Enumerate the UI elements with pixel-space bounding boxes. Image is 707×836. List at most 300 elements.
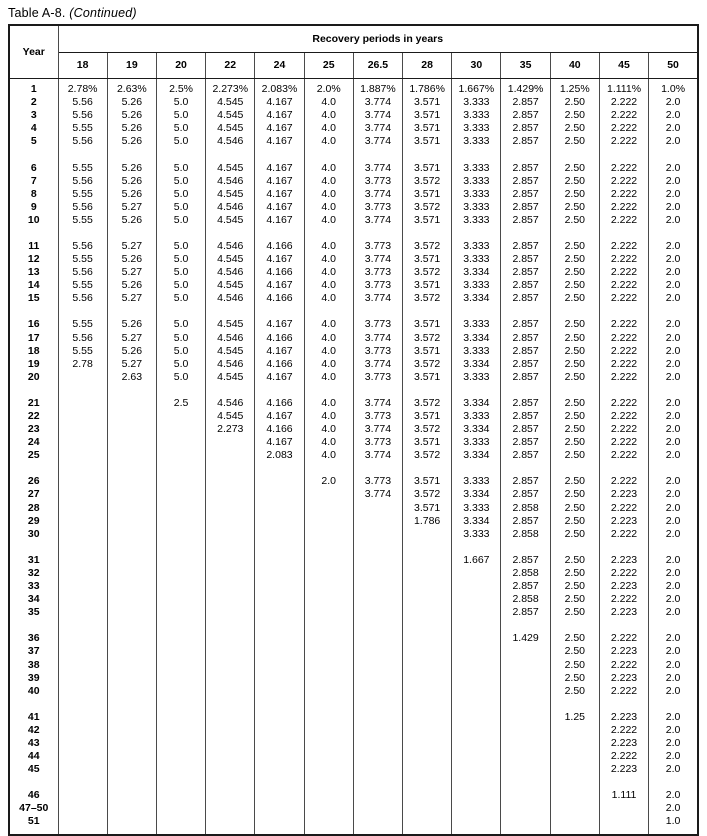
table-row-year-44: [9, 750, 698, 763]
value-cell: [107, 410, 156, 423]
table-row-year-25: [9, 449, 698, 462]
table-row-year-5: [9, 135, 698, 148]
value-cell: 3.773: [353, 279, 402, 292]
table-row-year-13: [9, 266, 698, 279]
table-row-year-30: [9, 528, 698, 541]
value-cell: [107, 436, 156, 449]
value-cell: [304, 685, 353, 698]
spacer-cell: [599, 148, 648, 157]
spacer-cell: [353, 462, 402, 471]
spacer-cell: [501, 541, 550, 550]
value-cell: 2.222: [599, 593, 648, 606]
value-cell: [353, 528, 402, 541]
value-cell: 3.774: [353, 122, 402, 135]
value-cell: 3.571: [403, 109, 452, 122]
value-cell: 2.0: [649, 253, 698, 266]
value-cell: 2.857: [501, 515, 550, 528]
spacer-cell: [58, 698, 107, 707]
value-cell: 5.0: [156, 109, 205, 122]
value-cell: 4.0: [304, 157, 353, 174]
value-cell: 2.858: [501, 528, 550, 541]
value-cell: 3.572: [403, 175, 452, 188]
value-cell: 3.571: [403, 122, 452, 135]
spacer-cell: [550, 462, 599, 471]
spacer-cell: [452, 541, 501, 550]
value-cell: 5.27: [107, 332, 156, 345]
value-cell: 2.5: [156, 393, 205, 410]
value-cell: 3.774: [353, 393, 402, 410]
year-cell: 51: [27, 815, 40, 828]
value-cell: [107, 815, 156, 828]
year-cell: 20: [27, 370, 40, 383]
group-spacer: [9, 227, 698, 236]
value-cell: [58, 502, 107, 515]
value-cell: 5.55: [58, 253, 107, 266]
value-cell: 2.50: [550, 188, 599, 201]
value-cell: [58, 737, 107, 750]
value-cell: 2.0: [649, 528, 698, 541]
value-cell: 5.26: [107, 96, 156, 109]
value-cell: 2.222: [599, 292, 648, 305]
value-cell: 4.0: [304, 410, 353, 423]
table-row-year-19: [9, 358, 698, 371]
value-cell: 3.572: [403, 488, 452, 501]
spacer-cell: [304, 305, 353, 314]
value-cell: [58, 371, 107, 384]
value-cell: 3.774: [353, 332, 402, 345]
table-row-year-15: [9, 292, 698, 305]
value-cell: 4.545: [206, 345, 255, 358]
spacer-cell: [9, 541, 58, 550]
table-row-year-17: [9, 332, 698, 345]
value-cell: 2.50: [550, 436, 599, 449]
value-cell: [107, 763, 156, 776]
value-cell: 4.167: [255, 314, 304, 331]
value-cell: 5.26: [107, 175, 156, 188]
value-cell: [304, 580, 353, 593]
value-cell: [206, 580, 255, 593]
value-cell: [353, 550, 402, 567]
value-cell: [501, 763, 550, 776]
value-cell: 2.857: [501, 175, 550, 188]
table-row-year-51: [9, 815, 698, 828]
recovery-period-header-28: 28: [403, 53, 452, 79]
table-row-year-39: [9, 672, 698, 685]
value-cell: 2.223: [599, 488, 648, 501]
value-cell: [107, 471, 156, 488]
spacer-cell: [599, 776, 648, 785]
value-cell: 2.222: [599, 332, 648, 345]
value-cell: 3.773: [353, 266, 402, 279]
value-cell: 2.222: [599, 358, 648, 371]
spacer-cell: [58, 384, 107, 393]
value-cell: 2.857: [501, 314, 550, 331]
spacer-cell: [206, 305, 255, 314]
table-row-year-29: [9, 515, 698, 528]
spacer-cell: [304, 698, 353, 707]
value-cell: 2.0: [649, 345, 698, 358]
value-cell: [156, 567, 205, 580]
year-cell: 8: [30, 187, 37, 200]
value-cell: [452, 567, 501, 580]
spacer-cell: [353, 776, 402, 785]
value-cell: 3.571: [403, 253, 452, 266]
value-cell: 4.546: [206, 266, 255, 279]
spacer-cell: [649, 541, 698, 550]
value-cell: 3.774: [353, 358, 402, 371]
recovery-period-header-22: 22: [206, 53, 255, 79]
value-cell: 2.0: [649, 488, 698, 501]
value-cell: 2.50: [550, 550, 599, 567]
value-cell: 2.222: [599, 109, 648, 122]
value-cell: 2.0: [649, 707, 698, 724]
value-cell: [255, 645, 304, 658]
value-cell: [452, 763, 501, 776]
value-cell: 5.26: [107, 109, 156, 122]
value-cell: 2.0: [649, 157, 698, 174]
value-cell: 3.334: [452, 332, 501, 345]
value-cell: 2.857: [501, 436, 550, 449]
spacer-cell: [649, 619, 698, 628]
recovery-period-header-30: 30: [452, 53, 501, 79]
spacer-cell: [649, 384, 698, 393]
value-cell: 2.083: [255, 449, 304, 462]
spacer-cell: [403, 148, 452, 157]
value-cell: 2.858: [501, 567, 550, 580]
value-cell: 3.333: [452, 345, 501, 358]
value-cell: [304, 515, 353, 528]
table-row-year-18: [9, 345, 698, 358]
spacer-cell: [452, 148, 501, 157]
value-cell: 2.0: [649, 685, 698, 698]
value-cell: 2.223: [599, 737, 648, 750]
spacer-cell: [9, 698, 58, 707]
value-cell: 4.167: [255, 436, 304, 449]
value-cell: 3.334: [452, 292, 501, 305]
value-cell: [58, 423, 107, 436]
spacer-cell: [58, 829, 107, 835]
value-cell: 2.50: [550, 449, 599, 462]
value-cell: [452, 802, 501, 815]
table-body: [9, 79, 698, 835]
value-cell: 4.167: [255, 201, 304, 214]
value-cell: 2.0: [649, 122, 698, 135]
value-cell: [107, 707, 156, 724]
value-cell: [58, 645, 107, 658]
table-row-year-3: [9, 109, 698, 122]
value-cell: [255, 658, 304, 671]
table-row-year-28: [9, 502, 698, 515]
value-cell: [304, 707, 353, 724]
value-cell: 4.167: [255, 157, 304, 174]
spacer-cell: [107, 148, 156, 157]
value-cell: [304, 737, 353, 750]
value-cell: 2.0: [649, 332, 698, 345]
value-cell: 3.774: [353, 157, 402, 174]
spacer-cell: [353, 384, 402, 393]
spacer-cell: [304, 384, 353, 393]
value-cell: [403, 724, 452, 737]
value-cell: 4.166: [255, 423, 304, 436]
value-cell: 2.223: [599, 672, 648, 685]
value-cell: 2.857: [501, 606, 550, 619]
spacer-cell: [9, 227, 58, 236]
spacer-cell: [255, 227, 304, 236]
value-cell: [501, 785, 550, 802]
year-cell: 13: [27, 266, 40, 279]
value-cell: 2.50: [550, 606, 599, 619]
spacer-cell: [353, 148, 402, 157]
value-cell: 4.0: [304, 423, 353, 436]
value-cell: 2.0: [649, 135, 698, 148]
spacer-cell: [550, 148, 599, 157]
value-cell: 3.333: [452, 122, 501, 135]
spacer-cell: [9, 148, 58, 157]
value-cell: 2.0: [649, 188, 698, 201]
spacer-cell: [452, 384, 501, 393]
spacer-cell: [599, 829, 648, 835]
value-cell: [403, 802, 452, 815]
value-cell: [403, 685, 452, 698]
value-cell: [550, 763, 599, 776]
value-cell: [304, 750, 353, 763]
value-cell: [403, 785, 452, 802]
spacer-cell: [255, 384, 304, 393]
value-cell: [107, 567, 156, 580]
value-cell: 5.0: [156, 345, 205, 358]
value-cell: [58, 802, 107, 815]
value-cell: 3.571: [403, 436, 452, 449]
value-cell: [58, 567, 107, 580]
value-cell: [206, 815, 255, 828]
recovery-period-header-19: 19: [107, 53, 156, 79]
spacer-cell: [304, 776, 353, 785]
value-cell: 3.333: [452, 175, 501, 188]
value-cell: [255, 528, 304, 541]
value-cell: [403, 707, 452, 724]
table-row-year-2: [9, 96, 698, 109]
value-cell: 3.572: [403, 332, 452, 345]
table-row-year-7: [9, 175, 698, 188]
value-cell: 5.26: [107, 314, 156, 331]
spacer-cell: [9, 619, 58, 628]
value-cell: 3.773: [353, 236, 402, 253]
spacer-cell: [107, 305, 156, 314]
value-cell: 2.222: [599, 345, 648, 358]
value-cell: [206, 737, 255, 750]
value-cell: [304, 628, 353, 645]
year-cell: 45: [27, 763, 40, 776]
value-cell: [255, 593, 304, 606]
value-cell: 1.667%: [452, 79, 501, 97]
value-cell: [206, 628, 255, 645]
value-cell: [403, 528, 452, 541]
spacer-cell: [206, 148, 255, 157]
value-cell: [353, 658, 402, 671]
value-cell: [58, 628, 107, 645]
value-cell: [107, 528, 156, 541]
value-cell: 3.774: [353, 214, 402, 227]
value-cell: 3.571: [403, 314, 452, 331]
value-cell: [58, 785, 107, 802]
value-cell: 2.222: [599, 567, 648, 580]
value-cell: 4.166: [255, 332, 304, 345]
value-cell: 4.167: [255, 410, 304, 423]
year-cell: 2: [30, 96, 37, 109]
value-cell: 2.0: [649, 175, 698, 188]
spacer-cell: [353, 829, 402, 835]
spacer-cell: [9, 384, 58, 393]
spacer-cell: [599, 227, 648, 236]
value-cell: [156, 436, 205, 449]
value-cell: 2.50: [550, 593, 599, 606]
spacer-cell: [156, 776, 205, 785]
value-cell: [255, 750, 304, 763]
value-cell: [206, 785, 255, 802]
spacer-cell: [206, 384, 255, 393]
value-cell: [107, 550, 156, 567]
year-cell: 42: [27, 723, 40, 736]
table-row-year-31: [9, 550, 698, 567]
value-cell: 2.0: [649, 471, 698, 488]
value-cell: 4.546: [206, 135, 255, 148]
value-cell: 5.0: [156, 314, 205, 331]
spacer-cell: [353, 619, 402, 628]
value-cell: 2.0: [649, 214, 698, 227]
value-cell: 5.27: [107, 292, 156, 305]
value-cell: 5.27: [107, 358, 156, 371]
spacer-cell: [255, 829, 304, 835]
value-cell: 4.167: [255, 253, 304, 266]
value-cell: 2.50: [550, 314, 599, 331]
value-cell: [107, 606, 156, 619]
spacer-cell: [107, 776, 156, 785]
year-cell: 5: [30, 135, 37, 148]
value-cell: 1.0: [649, 815, 698, 828]
value-cell: 3.773: [353, 436, 402, 449]
value-cell: 2.0: [649, 628, 698, 645]
value-cell: 2.50: [550, 201, 599, 214]
value-cell: 2.222: [599, 253, 648, 266]
value-cell: 3.333: [452, 109, 501, 122]
value-cell: 5.26: [107, 135, 156, 148]
spacer-cell: [353, 305, 402, 314]
year-cell: 16: [27, 318, 40, 331]
value-cell: [58, 410, 107, 423]
value-cell: 1.25: [550, 707, 599, 724]
column-header-row: [9, 53, 698, 79]
value-cell: 3.774: [353, 423, 402, 436]
value-cell: 5.0: [156, 371, 205, 384]
table-row-year-14: [9, 279, 698, 292]
value-cell: 5.56: [58, 266, 107, 279]
value-cell: [255, 815, 304, 828]
value-cell: 2.857: [501, 157, 550, 174]
value-cell: 3.333: [452, 371, 501, 384]
value-cell: [255, 502, 304, 515]
value-cell: [255, 606, 304, 619]
value-cell: 1.111%: [599, 79, 648, 97]
value-cell: 3.571: [403, 188, 452, 201]
year-cell: 47–50: [19, 802, 49, 815]
value-cell: [452, 645, 501, 658]
value-cell: 2.50: [550, 658, 599, 671]
value-cell: 4.545: [206, 109, 255, 122]
value-cell: [501, 750, 550, 763]
value-cell: [107, 685, 156, 698]
value-cell: [107, 502, 156, 515]
value-cell: 5.26: [107, 188, 156, 201]
spacer-cell: [501, 148, 550, 157]
value-cell: 5.26: [107, 345, 156, 358]
value-cell: 3.572: [403, 423, 452, 436]
year-cell: 10: [27, 213, 40, 226]
value-cell: [304, 763, 353, 776]
value-cell: 3.774: [353, 488, 402, 501]
value-cell: 2.857: [501, 266, 550, 279]
value-cell: 2.857: [501, 253, 550, 266]
value-cell: 2.0: [649, 410, 698, 423]
value-cell: [403, 606, 452, 619]
value-cell: 4.0: [304, 279, 353, 292]
year-cell: 26: [27, 475, 40, 488]
value-cell: 3.571: [403, 96, 452, 109]
value-cell: [501, 672, 550, 685]
group-spacer: [9, 148, 698, 157]
value-cell: 2.857: [501, 122, 550, 135]
value-cell: [107, 737, 156, 750]
value-cell: 2.222: [599, 658, 648, 671]
value-cell: [353, 593, 402, 606]
value-cell: [156, 580, 205, 593]
year-cell: 27: [27, 488, 40, 501]
value-cell: [353, 567, 402, 580]
value-cell: 3.571: [403, 214, 452, 227]
value-cell: 2.222: [599, 236, 648, 253]
spacer-cell: [649, 148, 698, 157]
value-cell: 3.774: [353, 135, 402, 148]
value-cell: 3.773: [353, 201, 402, 214]
spacer-cell: [107, 698, 156, 707]
value-cell: [353, 815, 402, 828]
value-cell: [156, 423, 205, 436]
value-cell: [353, 737, 402, 750]
value-cell: [452, 628, 501, 645]
value-cell: 2.223: [599, 606, 648, 619]
group-spacer: [9, 305, 698, 314]
value-cell: 4.545: [206, 96, 255, 109]
value-cell: 5.56: [58, 332, 107, 345]
value-cell: 2.0: [649, 201, 698, 214]
value-cell: 2.222: [599, 449, 648, 462]
recovery-period-header-25: 25: [304, 53, 353, 79]
value-cell: 3.571: [403, 157, 452, 174]
value-cell: [255, 685, 304, 698]
value-cell: 2.63%: [107, 79, 156, 97]
value-cell: 3.572: [403, 201, 452, 214]
value-cell: [58, 672, 107, 685]
value-cell: [304, 785, 353, 802]
spacer-cell: [206, 619, 255, 628]
recovery-period-header-24: 24: [255, 53, 304, 79]
value-cell: [304, 658, 353, 671]
table-row-year-36: [9, 628, 698, 645]
value-cell: [58, 449, 107, 462]
value-cell: [304, 488, 353, 501]
value-cell: 2.222: [599, 201, 648, 214]
value-cell: 2.5%: [156, 79, 205, 97]
value-cell: 4.0: [304, 175, 353, 188]
